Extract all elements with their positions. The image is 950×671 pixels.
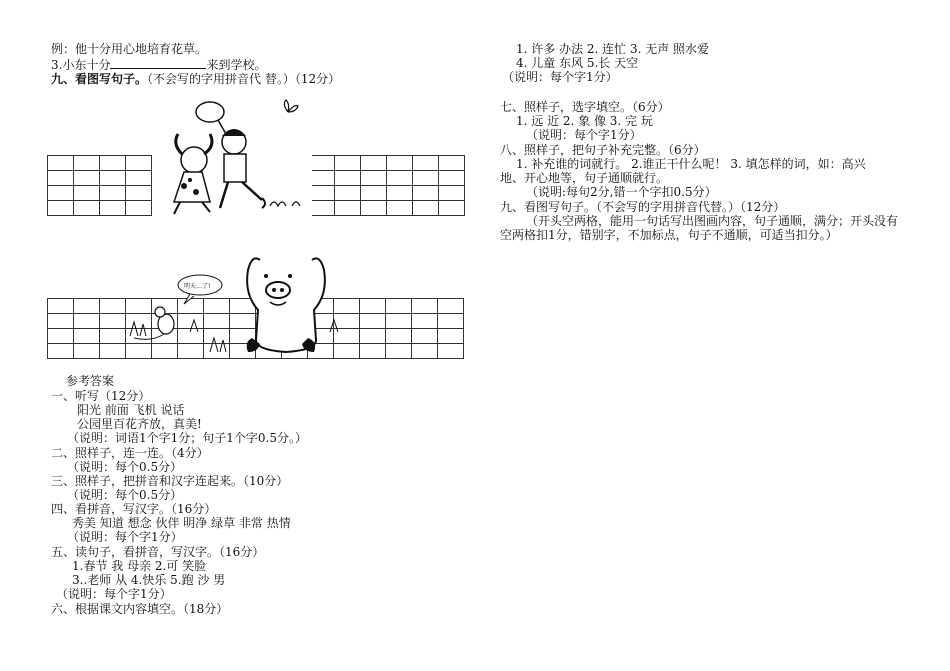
section-9-title: 九、看图写句子。 xyxy=(51,72,148,86)
answer-9-line-2: 空两格扣1分，错别字，不加标点，句子不通顺，可适当扣分。） xyxy=(500,228,838,242)
answer-7-note: （说明：每个字1分） xyxy=(526,128,642,142)
answer-key-heading: 参考答案 xyxy=(66,374,115,388)
question-3-prefix: 3.小东十分 xyxy=(51,58,111,72)
answer-4-line-1: 秀美 知道 想念 伙伴 明净 绿草 非常 热情 xyxy=(72,516,291,530)
question-3 xyxy=(51,57,266,72)
example-sentence: 例：他十分用心地培育花草。 xyxy=(51,42,208,56)
answer-6-line-2: 4. 儿童 东风 5.长 天空 xyxy=(516,56,639,70)
answer-9-title: 九、看图写句子。（不会写的字用拼音代替。）（12分） xyxy=(500,200,786,214)
answer-3-note: （说明：每个0.5分） xyxy=(67,488,183,502)
pig-speech-text: 明天…了! xyxy=(184,283,211,290)
section-9-heading xyxy=(51,72,340,86)
pig-and-mouse-illustration xyxy=(120,252,360,360)
answer-5-title: 五、读句子，看拼音，写汉字。（16分） xyxy=(51,545,265,559)
answer-6-line-1: 1. 许多 办法 2. 连忙 3. 无声 照水爱 xyxy=(516,42,710,56)
answer-1-line-1: 阳光 前面 飞机 说话 xyxy=(77,403,185,417)
answer-4-note: （说明：每个字1分） xyxy=(67,530,183,544)
answer-2-title: 二、照样子，连一连。（4分） xyxy=(51,446,209,460)
answer-8-line-1: 1. 补充谁的词就行。 2.谁正干什么呢！ 3. 填怎样的词，如：高兴 xyxy=(516,157,866,171)
answer-8-title: 八、照样子，把句子补充完整。（6分） xyxy=(500,143,706,157)
answer-4-title: 四、看拼音，写汉字。（16分） xyxy=(51,502,217,516)
answer-1-title: 一、听写（12分） xyxy=(51,389,151,403)
answer-3-title: 三、照样子，把拼音和汉字连起来。（10分） xyxy=(51,474,289,488)
answer-8-note: （说明:每句2分,错一个字扣0.5分） xyxy=(526,185,717,199)
answer-5-line-2: 3..老师 从 4.快乐 5.跑 沙 男 xyxy=(72,573,226,587)
answer-1-note: （说明：词语1个字1分；句子1个字0.5分。） xyxy=(67,431,307,445)
writing-grid-1-left xyxy=(47,155,152,216)
answer-5-line-1: 1.春节 我 母亲 2.可 笑脸 xyxy=(72,559,207,573)
answer-7-line-1: 1. 远 近 2. 象 像 3. 完 玩 xyxy=(516,114,653,128)
answer-6-note: （说明：每个字1分） xyxy=(502,70,618,84)
answer-5-note: （说明：每个字1分） xyxy=(56,587,172,601)
answer-2-note: （说明：每个0.5分） xyxy=(67,460,183,474)
answer-6-title: 六、根据课文内容填空。（18分） xyxy=(51,602,229,616)
answer-8-line-2: 地、开心地等，句子通顺就行。 xyxy=(500,171,669,185)
answer-9-line-1: （开头空两格，能用一句话写出图画内容，句子通顺，满分；开头没有 xyxy=(526,214,899,228)
section-9-note: （不会写的字用拼音代 替。）（12分） xyxy=(147,72,341,86)
answer-7-title: 七、照样子，选字填空。（6分） xyxy=(500,100,670,114)
children-chasing-butterfly-illustration xyxy=(152,88,312,218)
question-3-blank xyxy=(110,57,206,69)
writing-grid-1-right xyxy=(308,155,465,216)
answer-1-line-2: 公园里百花齐放，真美! xyxy=(77,417,202,431)
question-3-suffix: 来到学校。 xyxy=(206,58,267,72)
